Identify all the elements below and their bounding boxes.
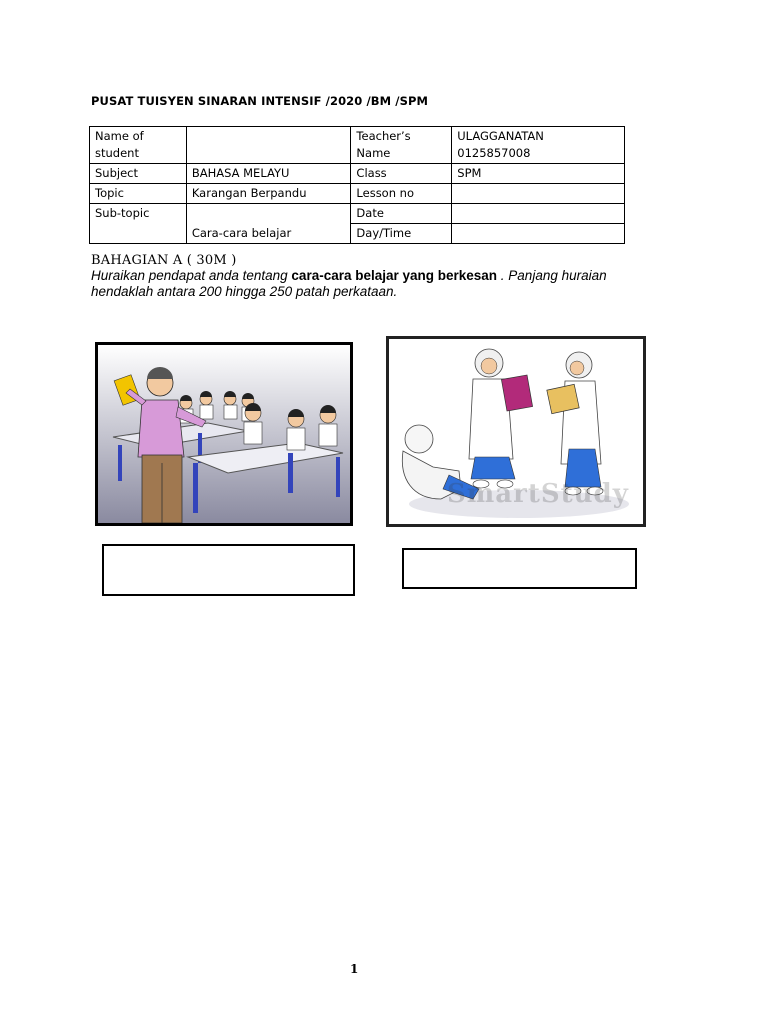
instruction-pre: Huraikan pendapat anda tentang: [91, 268, 292, 283]
daytime-label: Day/Time: [351, 224, 452, 244]
section-heading: BAHAGIAN A ( 30M ): [91, 253, 237, 268]
instruction-post: . Panjang huraian hendaklah antara 200 hingga 250 patah perkataan.: [91, 268, 607, 299]
lesson-label: Lesson no: [351, 184, 452, 204]
name-value: [186, 127, 351, 164]
classroom-teacher-illustration-icon: [95, 342, 353, 526]
topic-label: Topic: [90, 184, 187, 204]
lesson-value: [452, 184, 625, 204]
table-row: [90, 184, 625, 204]
table-row: [90, 204, 625, 224]
name-label: Name of student: [90, 127, 187, 164]
subtopic-value: Cara-cara belajar: [186, 204, 351, 244]
picture2-caption-box[interactable]: [402, 548, 637, 589]
instruction-topic: cara-cara belajar yang berkesan: [291, 268, 498, 283]
date-label: Date: [351, 204, 452, 224]
subject-value: BAHASA MELAYU: [186, 164, 351, 184]
student-info-table: [89, 126, 625, 244]
table-row: [90, 164, 625, 184]
table-row: [90, 127, 625, 164]
page-number: 1: [350, 962, 359, 976]
class-value: SPM: [452, 164, 625, 184]
document-title: PUSAT TUISYEN SINARAN INTENSIF /2020 /BM /SPM: [91, 94, 429, 108]
topic-value: Karangan Berpandu: [186, 184, 351, 204]
students-reading-illustration-icon: [386, 336, 646, 527]
subject-label: Subject: [90, 164, 187, 184]
daytime-value: [452, 224, 625, 244]
subtopic-label: Sub-topic: [90, 204, 187, 244]
date-value: [452, 204, 625, 224]
teacher-phone: 0125857008: [457, 146, 531, 160]
teacher-value: [452, 127, 625, 164]
watermark-text: SmartStudy: [447, 479, 629, 509]
teacher-name: ULAGGANATAN: [457, 129, 544, 143]
picture1-caption-box[interactable]: [102, 544, 355, 596]
teacher-label: Teacher’s Name: [351, 127, 452, 164]
instruction-text: [91, 268, 611, 300]
class-label: Class: [351, 164, 452, 184]
